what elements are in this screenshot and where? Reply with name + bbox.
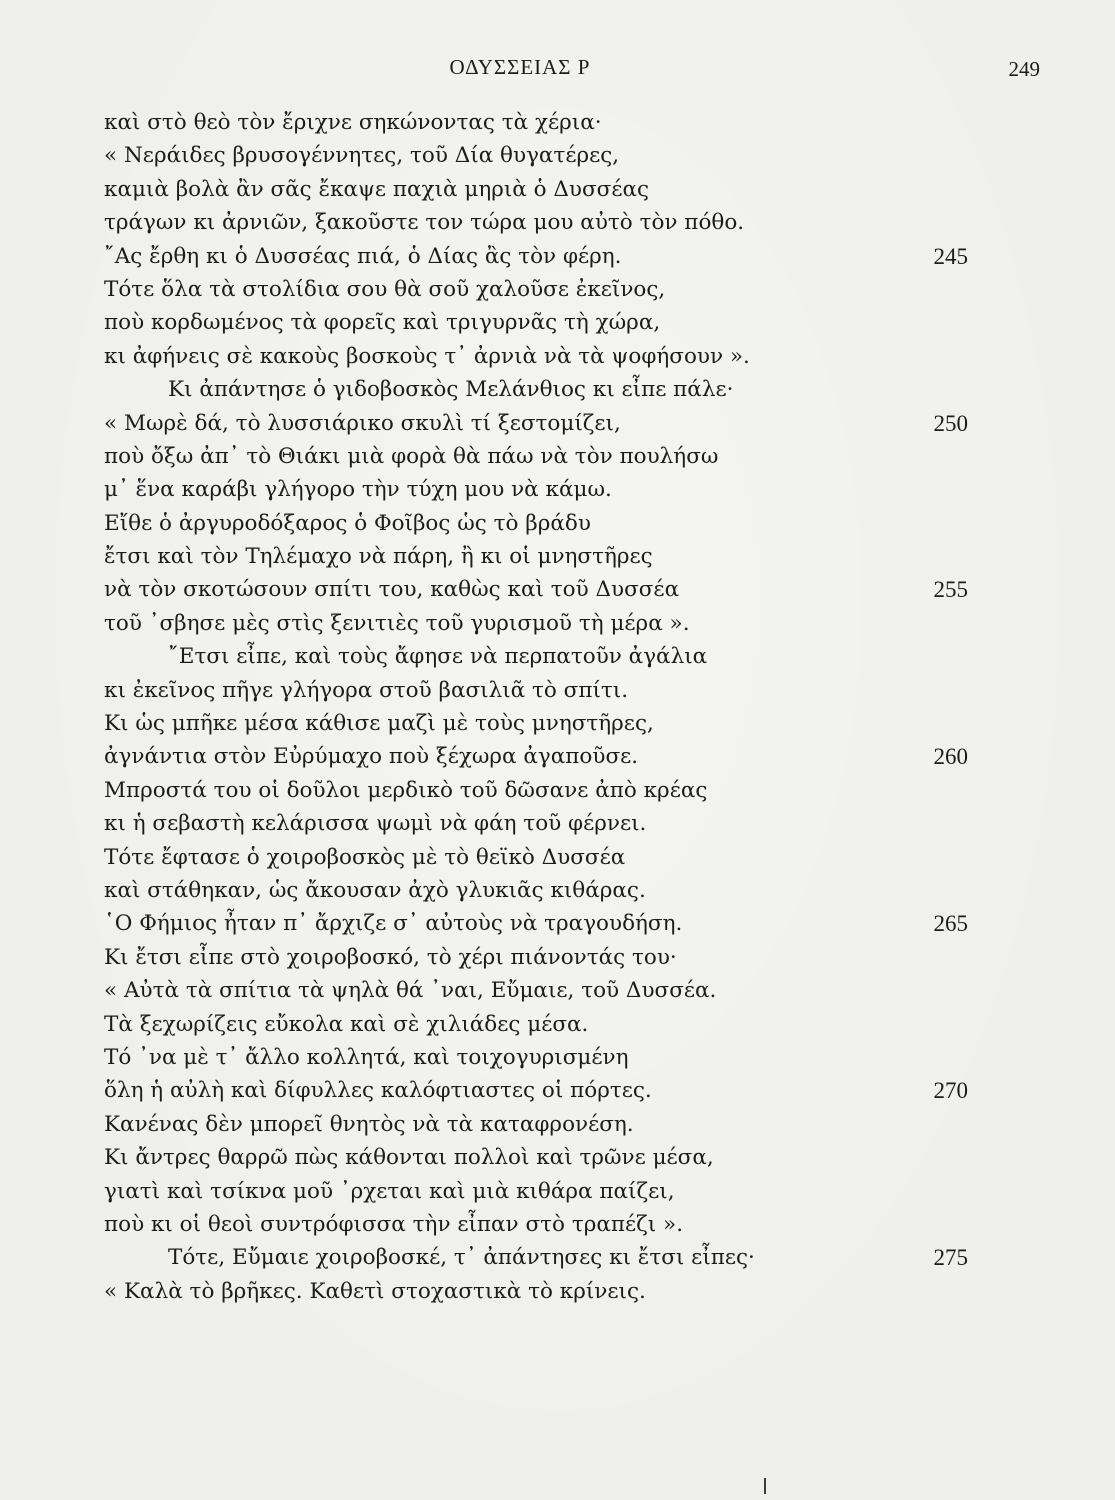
verse-line [104,740,1004,773]
verse-text: τράγων κι ἀρνιῶν, ξακοῦστε τον τώρα μου αὐτὸ τὸν πόθο. [104,210,745,236]
verse-text: Τὰ ξεχωρίζεις εὔκολα καὶ σὲ χιλιάδες μέσα. [104,1011,589,1037]
verse-line [104,240,1004,273]
verse-text: γιατὶ καὶ τσίκνα μοῦ ᾽ρχεται καὶ μιὰ κιθάρα παίζει, [104,1178,675,1204]
verse-line [104,407,1004,440]
verse-text: Μπροστά του οἱ δοῦλοι μερδικὸ τοῦ δῶσανε ἀπὸ κρέας [104,777,708,803]
line-number: 275 [933,1245,968,1271]
verse-text: Τότε ἔφτασε ὁ χοιροβοσκὸς μὲ τὸ θεϊκὸ Δυσσέα [104,844,626,870]
verse-line [104,1074,1004,1107]
verse-text: μ᾽ ἕνα καράβι γλήγορο τὴν τύχη μου νὰ κάμω. [104,477,612,503]
verse-line [104,373,1004,406]
verse-line [104,340,1004,373]
verse-text: ποὺ κορδωμένος τὰ φορεῖς καὶ τριγυρνᾶς τὴ χώρα, [104,310,661,336]
verse-line [104,273,1004,306]
verse-line [104,139,1004,172]
verse-line [104,473,1004,506]
verse-line [104,1241,1004,1274]
verse-text: Τό ᾽να μὲ τ᾽ ἄλλο κολλητά, καὶ τοιχογυρισμένη [104,1044,629,1070]
verse-text: ῎Ας ἔρθη κι ὁ Δυσσέας πιά, ὁ Δίας ἂς τὸν φέρη. [104,243,622,269]
verse-text: Κανένας δὲν μπορεῖ θνητὸς νὰ τὰ καταφρονέση. [104,1111,634,1137]
verse-line [104,841,1004,874]
verse-line [104,106,1004,139]
verse-text: καμιὰ βολὰ ἂν σᾶς ἔκαψε παχιὰ μηριὰ ὁ Δυσσέας [104,176,650,202]
verse-line [104,507,1004,540]
verse-line [104,540,1004,573]
verse-line [104,440,1004,473]
verse-text: κι ἐκεῖνος πῆγε γλήγορα στοῦ βασιλιᾶ τὸ σπίτι. [104,677,629,703]
verse-text: Κι ὡς μπῆκε μέσα κάθισε μαζὶ μὲ τοὺς μνηστῆρες, [104,711,654,737]
verse-line [104,306,1004,339]
verse-text: « Νεράιδες βρυσογέννητες, τοῦ Δία θυγατέρες, [104,143,620,169]
verse-text: ποὺ ὄξω ἀπ᾽ τὸ Θιάκι μιὰ φορὰ θὰ πάω νὰ τὸν πουλήσω [104,443,719,469]
verse-line [104,1275,1004,1308]
line-number: 260 [933,744,968,770]
line-number: 270 [933,1078,968,1104]
verse-text: τοῦ ᾽σβησε μὲς στὶς ξενιτιὲς τοῦ γυρισμοῦ τὴ μέρα ». [104,610,690,636]
verse-text: « Καλὰ τὸ βρῆκες. Καθετὶ στοχαστικὰ τὸ κρίνεις. [104,1278,646,1304]
verse-line [104,1041,1004,1074]
verse-text: « Μωρὲ δά, τὸ λυσσιάρικο σκυλὶ τί ξεστομίζει, [104,410,621,436]
verse-text: Τότε ὅλα τὰ στολίδια σου θὰ σοῦ χαλοῦσε ἐκεῖνος, [104,276,666,302]
verse-text: νὰ τὸν σκοτώσουν σπίτι του, καθὼς καὶ τοῦ Δυσσέα [104,577,680,603]
verse-line [104,640,1004,673]
verse-text: Εἴθε ὁ ἀργυροδόξαρος ὁ Φοῖβος ὡς τὸ βράδυ [104,510,591,536]
verse-line [104,1208,1004,1241]
verse-text: Τότε, Εὔμαιε χοιροβοσκέ, τ᾽ ἀπάντησες κι ἔτσι εἶπες· [168,1245,755,1271]
verse-line [104,974,1004,1007]
verse-line [104,607,1004,640]
verse-line [104,807,1004,840]
verse-line [104,1141,1004,1174]
line-number: 255 [933,577,968,603]
line-number: 265 [933,911,968,937]
page-header [0,55,1115,85]
verse-text: κι ἀφήνεις σὲ κακοὺς βοσκοὺς τ᾽ ἀρνιὰ νὰ τὰ ψοφήσουν ». [104,343,750,369]
verse-text: ῎Ετσι εἶπε, καὶ τοὺς ἄφησε νὰ περπατοῦν ἀγάλια [168,644,708,670]
verse-text: καὶ στάθηκαν, ὡς ἄκουσαν ἀχὸ γλυκιᾶς κιθάρας. [104,877,646,903]
running-title: ΟΔΥΣΣΕΙΑΣ Ρ [449,55,591,79]
verse-line [104,907,1004,940]
verse-line [104,707,1004,740]
verse-block [104,106,1004,1308]
verse-line [104,1175,1004,1208]
line-number: 250 [933,410,968,436]
verse-line [104,941,1004,974]
verse-line [104,774,1004,807]
verse-text: ἀγνάντια στὸν Εὐρύμαχο ποὺ ξέχωρα ἀγαποῦσε. [104,744,639,770]
verse-text: Κι ἔτσι εἶπε στὸ χοιροβοσκό, τὸ χέρι πιάνοντάς του· [104,944,677,970]
verse-line [104,206,1004,239]
page-number: 249 [1008,57,1040,81]
verse-line [104,1108,1004,1141]
verse-text: ἔτσι καὶ τὸν Τηλέμαχο νὰ πάρη, ἢ κι οἱ μνηστῆρες [104,544,653,570]
verse-line [104,674,1004,707]
verse-text: ῾Ο Φήμιος ἦταν π᾽ ἄρχιζε σ᾽ αὐτοὺς νὰ τραγουδήση. [104,911,683,937]
verse-text: Κι ἀπάντησε ὁ γιδοβοσκὸς Μελάνθιος κι εἶπε πάλε· [168,377,734,403]
line-number: 245 [933,243,968,269]
verse-text: καὶ στὸ θεὸ τὸν ἔριχνε σηκώνοντας τὰ χέρια· [104,110,602,135]
verse-line [104,173,1004,206]
verse-text: « Αὐτὰ τὰ σπίτια τὰ ψηλὰ θά ᾽ναι, Εὔμαιε, τοῦ Δυσσέα. [104,978,717,1004]
verse-text: κι ἡ σεβαστὴ κελάρισσα ψωμὶ νὰ φάη τοῦ φέρνει. [104,811,647,837]
verse-text: Κι ἄντρες θαρρῶ πὼς κάθονται πολλοὶ καὶ τρῶνε μέσα, [104,1145,714,1171]
scan-mark [764,1478,766,1494]
verse-text: ποὺ κι οἱ θεοὶ συντρόφισσα τὴν εἶπαν στὸ τραπέζι ». [104,1211,684,1237]
verse-line [104,874,1004,907]
verse-line [104,573,1004,606]
verse-line [104,1008,1004,1041]
verse-text: ὅλη ἡ αὐλὴ καὶ δίφυλλες καλόφτιαστες οἱ πόρτες. [104,1078,652,1104]
